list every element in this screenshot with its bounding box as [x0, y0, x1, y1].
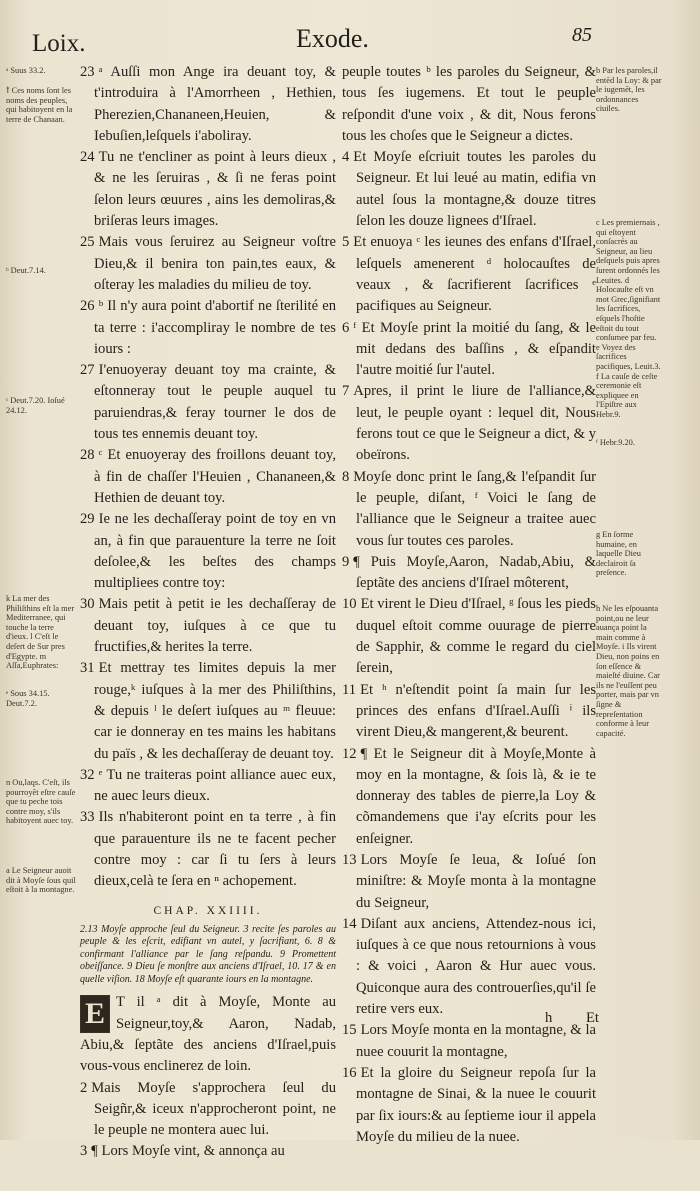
chapter-summary: 2.13 Moyſe approche ſeul du Seigneur. 3 recite ſes paroles au peuple & les eſcrit, edifiant vn autel, y ſacrifiant, 6. 8 & confirmant l'alliance par le ſang reſpandu. 9 Promettent obeiſſance. 9 Dieu ſe monſtre aux anciens d'Iſrael, 10. 17 & en quelle viſion. 18 Moyſe eſt quarante iours en la montagne.	[80, 923, 336, 985]
verse-text: Et enuoya ᶜ les ieunes des enfans d'Iſrael, leſquels amenerent ᵈ holocauſtes de veaux , & ſacrifierent ſacrifices ᵉ pacifiques au Seigneur.	[353, 234, 596, 315]
verse-number: 26	[80, 298, 95, 315]
verse-text: Et ʰ n'eſtendit point ſa main ſur les princes des enfans d'Iſrael.Auſſi ⁱ ils virent Dieu,& mangerent,& beurent.	[356, 681, 596, 741]
verse-text: Et mettray tes limites depuis la mer rouge,ᵏ iuſques à la mer des Philiſthins, & depuis ˡ le deſert iuſques au ᵐ fleuue: car ie donneray en tes mains les habitans du païs , & les dechaſſeray de deuant toy.	[94, 660, 336, 762]
verse-text: Apres, il print le liure de l'alliance,& leut, le peuple oyant : lequel dit, Nous ferons tout ce que le Seigneur a dict, & y obeïrons.	[353, 383, 596, 464]
verse-number: 4	[342, 149, 350, 166]
page-header	[0, 22, 700, 62]
verse	[80, 658, 336, 764]
verse	[80, 807, 336, 892]
verse	[342, 594, 596, 679]
verse-text: Mais Moyſe s'approchera ſeul du Seigñr,& iceux n'approcheront point, ne le peuple ne montera auec lui.	[91, 1079, 336, 1139]
verse	[342, 914, 596, 1020]
verse-number: 9	[342, 553, 350, 570]
verse-text: ¶ Lors Moyſe vint, & annonça au	[91, 1143, 285, 1160]
verse	[342, 232, 596, 317]
verse	[80, 62, 336, 147]
verse-number: 14	[342, 915, 357, 932]
verse	[342, 552, 596, 595]
page-number: 85	[572, 24, 592, 46]
verse-text: Mais petit à petit ie les dechaſſeray de deuant toy, iuſques à ce que tu fructifies,& herites la terre.	[94, 596, 336, 656]
verse	[80, 1078, 336, 1142]
verse-text: Et Moyſe eſcriuit toutes les paroles du Seigneur. Et lui leué au matin, edifia vn autel ſous la montagne,& douze titres ſelon les douze lignees d'Iſrael.	[353, 149, 596, 230]
verse	[80, 992, 336, 1077]
drop-cap-initial: E	[80, 995, 110, 1033]
verse	[342, 1063, 596, 1148]
verse	[80, 1141, 336, 1162]
margin-note: ꝉ Ces noms ſont les noms des peuples, qui habitoyent en la terre de Chanaan.	[6, 86, 73, 124]
verse-text: Mais vous ſeruirez au Seigneur voſtre Dieu,& il benira ton pain,tes eaux, & oſteray les maladies du milieu de toy.	[94, 234, 336, 293]
margin-note: g En ſorme humaine, en laquelle Dieu declairoit ſa preſence.	[596, 530, 641, 578]
verse-text: ᵉ Tu ne traiteras point alliance auec eux, ne auec leurs dieux.	[94, 766, 336, 805]
left-column	[80, 62, 336, 1163]
verse-number: 10	[342, 596, 357, 613]
chapter-heading: CHAP. XXIIII.	[153, 904, 263, 917]
margin-note: ᵉ Sous 34.15. Deut.7.2.	[6, 689, 50, 708]
margin-note: k La mer des Philiſthins eſt la mer Mediterranee, qui touche la terre d'ieux. l C'eſt le deſert de Sur pres d'Egypte. m Aſſa,Euphrates:	[6, 594, 75, 671]
verse	[342, 147, 596, 232]
catchword: Et	[585, 1010, 599, 1026]
verse-text: Lors Moyſe ſe leua, & Ioſué ſon miniſtre: & Moyſe monta à la montagne du Seigneur,	[356, 851, 596, 911]
verse-number: 15	[342, 1022, 357, 1039]
verse	[80, 232, 336, 296]
verse-number: 31	[80, 660, 95, 677]
verse-text: Ie ne les dechaſſeray point de toy en vn an, à fin que parauenture la terre ne ſoit deſolee,& les beſtes des champs multipliees contre toy:	[94, 511, 336, 592]
running-head-left: Loix.	[32, 30, 86, 57]
verse-number: 28	[80, 447, 95, 464]
verse-text: peuple toutes ᵇ les paroles du Seigneur, & tous ſes iugemens. Et tout le peuple reſpondit d'une voix , & dit, Nous ferons tous les choſes que le Seigneur a dictes.	[342, 64, 596, 144]
verse-number: 5	[342, 234, 350, 251]
verse	[80, 509, 336, 594]
margin-note: a Le Seigneur auoit dit à Moyſe ſous quil eſtoit à la montagne.	[6, 866, 76, 895]
verse-text: ᶜ Et enuoyeray des froillons deuant toy, à fin de chaſſer l'Heuien , Chananeen,& Hethien de deuant toy.	[94, 447, 336, 506]
verse-number: 30	[80, 596, 95, 613]
margin-note: n Ou,laqs. C'eſt, ils pourroyēt eſtre cauſe que tu peche tois contre moy, s'ils habitoyent auec toy.	[6, 778, 76, 826]
verse-number: 11	[342, 681, 357, 698]
verse-number: 3	[80, 1143, 88, 1160]
verse-text: ᶠ Et Moyſe print la moitié du ſang, & le mit dedans des baſſins , & eſpandit l'autre moitié ſur l'autel.	[353, 319, 596, 379]
verse-text: I'enuoyeray deuant toy ma crainte, & eſtonneray tout le peuple auquel tu paruiendras,& feray tourner le dos de tous tes ennemis deuant toy.	[94, 362, 336, 443]
verse	[80, 594, 336, 658]
verse-text: ᵃ Auſſi mon Ange ira deuant toy, & t'introduira à l'Amorrheen , Hethien, Pherezien,Chananeen,Heuien, & Iebuſien,leſquels i'aboliray.	[94, 64, 336, 144]
margin-note: ᶠ Hebr.9.20.	[596, 438, 635, 447]
verse	[342, 381, 596, 466]
verse-text: ᵇ Il n'y aura point d'abortif ne ſterilité en ta terre : i'accompliray le nombre de tes iours :	[94, 298, 336, 357]
verse	[342, 1169, 596, 1190]
verse-text: Ils n'habiteront point en ta terre , à fin que parauenture ils ne te facent pecher contre moy : car ſi tu ſers à leurs dieux,celà te ſera en ⁿ achopement.	[94, 809, 336, 890]
verse-number: 16	[342, 1064, 357, 1081]
verse	[342, 744, 596, 850]
verse-number: 2	[80, 1079, 88, 1096]
verse	[80, 765, 336, 808]
verse-text: ¶ Puis Moyſe,Aaron, Nadab,Abiu, & ſeptãte des anciens d'Iſrael môterent,	[353, 553, 596, 592]
margin-note: ᵃ Suus 33.2.	[6, 66, 46, 75]
verse-number: 33	[80, 809, 95, 826]
verse-text: Diſant aux anciens, Attendez-nous ici, iuſques à ce que nous retournions à vous : & voici , Aaron & Hur auec vous. Quiconque aura des controuerſies,qu'il ſe retire vers eux.	[356, 915, 596, 1018]
verse-text: ¶ Et le Seigneur dit à Moyſe,Monte à moy en la montagne, & ſois là, & ie te donneray des tables de pierre,la Loy & cõmandemens que i'ay eſcrits pour les enſeigner.	[356, 745, 596, 847]
verse	[80, 147, 336, 232]
verse	[342, 318, 596, 382]
margin-note: h Ne les eſpouanta point,ou ne leur auança point la main comme à Moyſe. i Ils virent Dieu, non poins en ſon eſſence & maieſté diuine. Car ils ne l'euſſent peu porter, mais par vn ſigne & repreſentation conforme à leur capacité.	[596, 604, 660, 738]
verse	[342, 680, 596, 744]
verse-number: 12	[342, 745, 357, 762]
verse-number: 25	[80, 234, 95, 251]
verse	[342, 850, 596, 914]
signature-mark: h	[545, 1010, 553, 1026]
running-title: Exode.	[296, 24, 369, 53]
verse-number: 7	[342, 383, 350, 400]
verse	[80, 360, 336, 445]
verse-text: Lors Moyſe monta en la montagne, & la nuee couurit la montagne,	[356, 1022, 596, 1060]
verse	[80, 445, 336, 509]
verse	[80, 296, 336, 360]
verse	[342, 1148, 596, 1169]
verse-text: Tu ne t'encliner as point à leurs dieux , & ne les ſeruiras , & ſi ne feras point ſelon leurs œuures , ains les demoliras,& briſeras leurs images.	[94, 149, 336, 230]
verse	[342, 467, 596, 552]
verse-number: 32	[80, 766, 95, 783]
catchwords	[545, 1010, 629, 1027]
verse-text: Et virent le Dieu d'Iſrael, ᵍ ſous les pieds duquel eſtoit comme ouurage de pierre de Sapphir, & comme le regard du ciel ſerein,	[356, 596, 596, 677]
verse-number: 13	[342, 851, 357, 868]
verse-number: 29	[80, 511, 95, 528]
margin-note: c Les premiernais , qui eſtoyent conſacrés au Seigneur, au lieu deſquels puis apres ſurent ordonnés les Leuites. d Holocauſte eſt vn mot Grec,ſignifiant les ſacrifices, eſquels l'hoſtie eſtoit du tout conſumee par feu. e Voyez des ſacrifices pacifiques, Leuit.3. f La cauſe de ceſte ceremonie eſt expliquee en l'Epiſtre aux Hebr.9.	[596, 218, 661, 419]
margin-note: b Par les paroles,il entēd la Loy: & par le iugemēt, les ordonnances ciuiles.	[596, 66, 662, 114]
margin-note: ᵇ Deut.7.14.	[6, 266, 46, 275]
verse-number: 27	[80, 362, 95, 379]
margin-note: ᶜ Deut.7.20. Ioſué 24.12.	[6, 396, 65, 415]
verse-number: 23	[80, 64, 95, 80]
verse-number: 24	[80, 149, 95, 166]
verse-text: Et la gloire du Seigneur repoſa ſur la montagne de Sinai, & la nuee le couurit par ſix iours:& au ſeptieme iour il appela Moyſe du milieu de la nuee.	[356, 1064, 596, 1145]
verse-number: 8	[342, 468, 350, 485]
verse-number: 6	[342, 319, 350, 336]
verse-text: T il ᵃ dit à Moyſe, Monte au Seigneur,toy,& Aaron, Nadab, Abiu,& ſeptãte des anciens d'Iſrael,puis vous-vous enclinerez de loin.	[80, 994, 336, 1075]
verse-text: Moyſe donc print le ſang,& l'eſpandit ſur le peuple, diſant, ᶠ Voici le ſang de l'alliance que le Seigneur a traitee auec vous ſur toutes ces paroles.	[353, 468, 596, 549]
verse	[342, 62, 596, 147]
